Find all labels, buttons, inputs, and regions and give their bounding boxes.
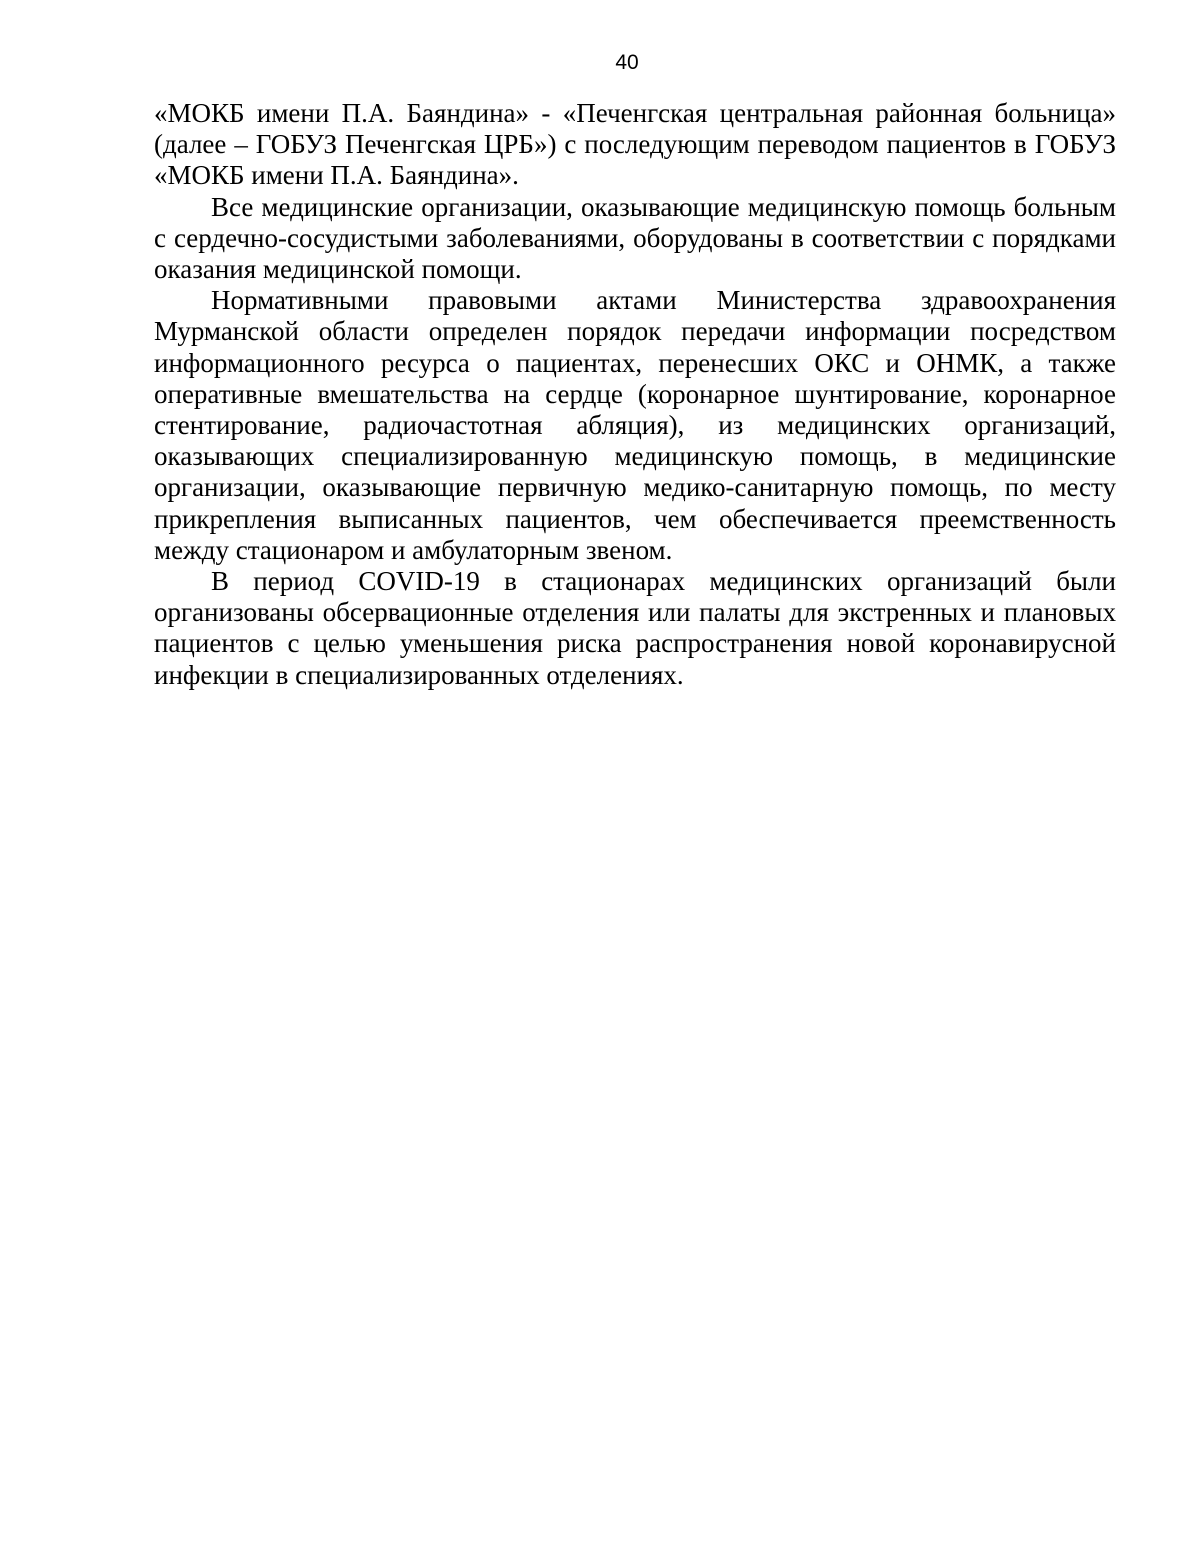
paragraph-equipment: Все медицинские организации, оказывающие медицинскую помощь больным с сердечно-сосудистыми заболеваниями, оборудованы в соответствии с порядками оказания медицинской помощи. — [154, 191, 1116, 285]
paragraph-covid: В период COVID-19 в стационарах медицинских организаций были организованы обсервационные отделения или палаты для экстренных и плановых пациентов с целью уменьшения риска распространения новой коронавирусной инфекции в специализированных отделениях. — [154, 566, 1116, 690]
page-number: 40 — [615, 51, 639, 74]
paragraph-regulations: Нормативными правовыми актами Министерства здравоохранения Мурманской области определен порядок передачи информации посредством информационного ресурса о пациентах, перенесших ОКС и ОНМК, а также оперативные вмешательства на сердце (коронарное шунтирование, коронарное стентирование, радиочастотная абляция), из медицинских организаций, оказывающих специализированную медицинскую помощь, в медицинские организации, оказывающие первичную медико-санитарную помощь, по месту прикрепления выписанных пациентов, чем обеспечивается преемственность между стационаром и амбулаторным звеном. — [154, 285, 1116, 565]
paragraph-continuation: «МОКБ имени П.А. Баяндина» - «Печенгская центральная районная больница» (далее – ГОБУЗ Печенгская ЦРБ») с последующим переводом пациентов в ГОБУЗ «МОКБ имени П.А. Баяндина». — [154, 98, 1116, 191]
document-body — [154, 98, 1116, 691]
